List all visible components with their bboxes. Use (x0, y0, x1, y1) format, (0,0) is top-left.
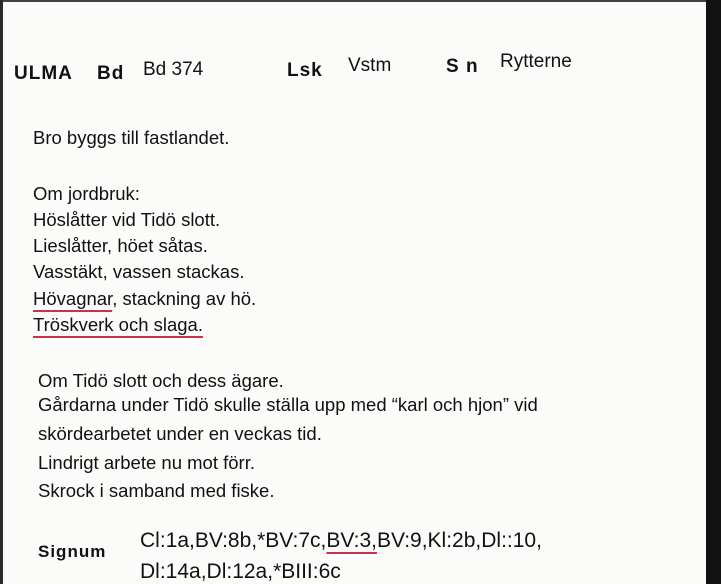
signum-codes-1c: BV:9,Kl:2b,Dl::10, (376, 529, 542, 552)
scan-dark-edge (706, 0, 721, 584)
archive-label: ULMA (14, 63, 73, 84)
header-bd (97, 63, 124, 85)
lsk-label: Lsk (287, 60, 323, 81)
bd-value: Bd 374 (143, 59, 204, 80)
intro-line: Bro byggs till fastlandet. (33, 127, 230, 148)
section2-heading: Om Tidö slott och dess ägare. (38, 370, 284, 391)
section1-line-4 (33, 288, 256, 310)
bd-label: Bd (97, 63, 125, 84)
underlined-term-hovagnar: Hövagnar (33, 288, 113, 309)
header-lsk (287, 60, 323, 82)
header-archive (14, 63, 73, 85)
card-left-border (0, 0, 3, 584)
section1-line-3: Vasstäkt, vassen stackas. (33, 261, 245, 282)
sn-label: S n (446, 56, 479, 77)
section2-line-3: Lindrigt arbete nu mot förr. (38, 452, 255, 473)
section1-line-5 (33, 314, 203, 336)
section2-line-2: skördearbetet under en veckas tid. (38, 423, 322, 444)
signum-underlined-code: BV:3, (326, 529, 377, 552)
section1-line-4-rest: , stackning av hö. (112, 288, 257, 309)
section1-line-2: Lieslåtter, höet såtas. (33, 235, 208, 256)
signum-codes-line-2: Dl:14a,Dl:12a,*BIII:6c (140, 560, 341, 583)
signum-codes-1a: Cl:1a,BV:8b,*BV:7c, (140, 529, 327, 552)
section2-line-1: Gårdarna under Tidö skulle ställa upp med “karl och hjon” vid (38, 394, 538, 415)
section2-line-4: Skrock i samband med fiske. (38, 480, 275, 501)
section1-line-1: Höslåtter vid Tidö slott. (33, 209, 221, 230)
card-top-border (0, 0, 706, 2)
signum-codes-line-1 (140, 529, 542, 553)
signum-label: Signum (38, 542, 107, 561)
underlined-term-troskverk: Tröskverk och slaga. (33, 314, 203, 335)
sn-value: Rytterne (500, 51, 572, 72)
lsk-value: Vstm (348, 55, 392, 76)
section1-heading: Om jordbruk: (33, 183, 140, 204)
header-sn (446, 56, 479, 78)
